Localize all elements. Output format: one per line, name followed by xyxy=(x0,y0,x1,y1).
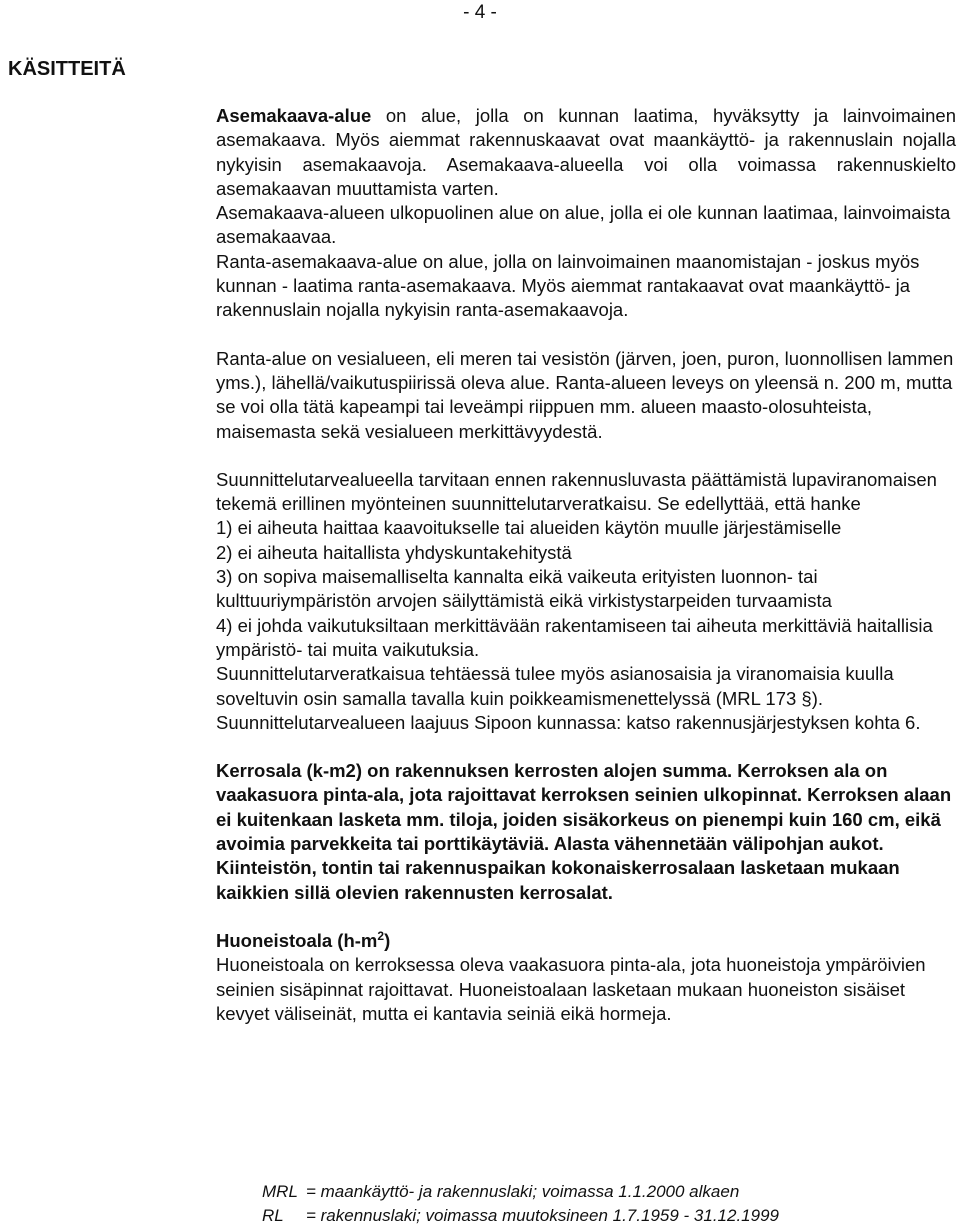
section-heading: KÄSITTEITÄ xyxy=(8,58,126,80)
footnote-abbr: RL xyxy=(262,1206,284,1225)
suunnittelu-item: 1) ei aiheuta haittaa kaavoitukselle tai alueiden käytön muulle järjestämiselle xyxy=(216,517,842,539)
suunnittelu-closing: Suunnittelutarveratkaisua tehtäessä tulee myös asianosaisia ja viranomaisia kuulla soveltuvin osin samalla tavalla kuin poikkeamismenettelyssä (MRL 173 §). Suunnittelutarvealueen laajuus Sipoon kunnassa: katso rakennusjärjestyksen kohta 6. xyxy=(216,663,921,733)
footnote-row xyxy=(262,1180,779,1204)
page-number: - 4 - xyxy=(463,2,497,23)
huoneistoala-paragraph: Huoneistoala on kerroksessa oleva vaakasuora pinta-ala, jota huoneistoja ympäröivien seinien sisäpinnat rajoittavat. Huoneistoalaan lasketaan mukaan huoneiston sisäiset kevyet väliseinät, mutta ei kantavia seiniä eikä hormeja. xyxy=(216,954,926,1024)
asemakaava-outside-paragraph: Asemakaava-alueen ulkopuolinen alue on alue, jolla ei ole kunnan laatimaa, lainvoimaista asemakaavaa. xyxy=(216,202,951,248)
footnote-row xyxy=(262,1204,779,1228)
suunnittelu-item: 4) ei johda vaikutuksiltaan merkittävään rakentamiseen tai aiheuta merkittäviä haitallisia ympäristö- tai muita vaikutuksia. xyxy=(216,614,933,660)
asemakaava-paragraph xyxy=(216,104,956,201)
suunnittelu-intro: Suunnittelutarvealueella tarvitaan ennen rakennusluvasta päättämistä lupaviranomaisen tekemä erillinen myönteinen suunnittelutarveratkaisu. Se edellyttää, että hanke xyxy=(216,468,937,515)
suunnittelu-item: 2) ei aiheuta haitallista yhdyskuntakehitystä xyxy=(216,541,572,563)
asemakaava-term: Asemakaava-alue xyxy=(216,105,372,126)
huoneistoala-title: Huoneistoala $(h-m^2)$ xyxy=(216,928,391,951)
footnote-text: = maankäyttö- ja rakennuslaki; voimassa 1.1.2000 alkaen xyxy=(306,1182,740,1201)
footnote-text: = rakennuslaki; voimassa muutoksineen 1.7.1959 - 31.12.1999 xyxy=(306,1206,779,1225)
ranta-alue-paragraph: Ranta-alue on vesialueen, eli meren tai vesistön (järven, joen, puron, luonnollisen lammen yms.), lähellä/vaikutuspiirissä oleva alue. Ranta-alueen leveys on yleensä n. 200 m, mutta se voi olla tätä kapeampi tai leveämpi riippuen mm. alueen maasto-olosuhteista, maisemasta sekä vesialueen merkittävyydestä. xyxy=(216,347,954,442)
asemakaava-text: on alue, jolla on kunnan laatima, hyväksytty ja lainvoimainen asemakaava. Myös aiemmat rakennuskaavat ovat maankäyttö- ja rakennuslain nojalla nykyisin asemakaavoja. Asemakaava-alueella voi olla voimassa rakennuskielto asemakaavan muuttamista varten. xyxy=(216,105,956,199)
footnote-abbr: MRL xyxy=(262,1182,298,1201)
kerrosala-paragraph: Kerrosala (k-m2) on rakennuksen kerrosten alojen summa. Kerroksen ala on vaakasuora pinta-ala, jota rajoittavat kerroksen seinien ulkopinnat. Kerroksen alaan ei kuitenkaan lasketa mm. tiloja, joiden sisäkorkeus on pienempi kuin 160 cm, eikä avoimia parvekkeita tai porttikäytäviä. Alasta vähennetään välipohjan aukot. Kiinteistön, tontin tai rakennuspaikan kokonaiskerrosalaan lasketaan mukaan kaikkien sillä olevien rakennusten kerrosalat. xyxy=(216,760,952,903)
definitions-content xyxy=(216,104,956,1026)
ranta-asemakaava-paragraph: Ranta-asemakaava-alue on alue, jolla on lainvoimainen maanomistajan - joskus myös kunnan - laatima ranta-asemakaava. Myös aiemmat rantakaavat ovat maankäyttö- ja rakennuslain nojalla nykyisin ranta-asemakaavoja. xyxy=(216,250,920,321)
suunnittelu-item: 3) on sopiva maisemalliselta kannalta eikä vaikeuta erityisten luonnon- tai kulttuuriympäristön arvojen säilyttämistä eikä virkistystarpeiden turvaamista xyxy=(216,566,832,612)
abbreviation-footnotes xyxy=(262,1180,779,1228)
